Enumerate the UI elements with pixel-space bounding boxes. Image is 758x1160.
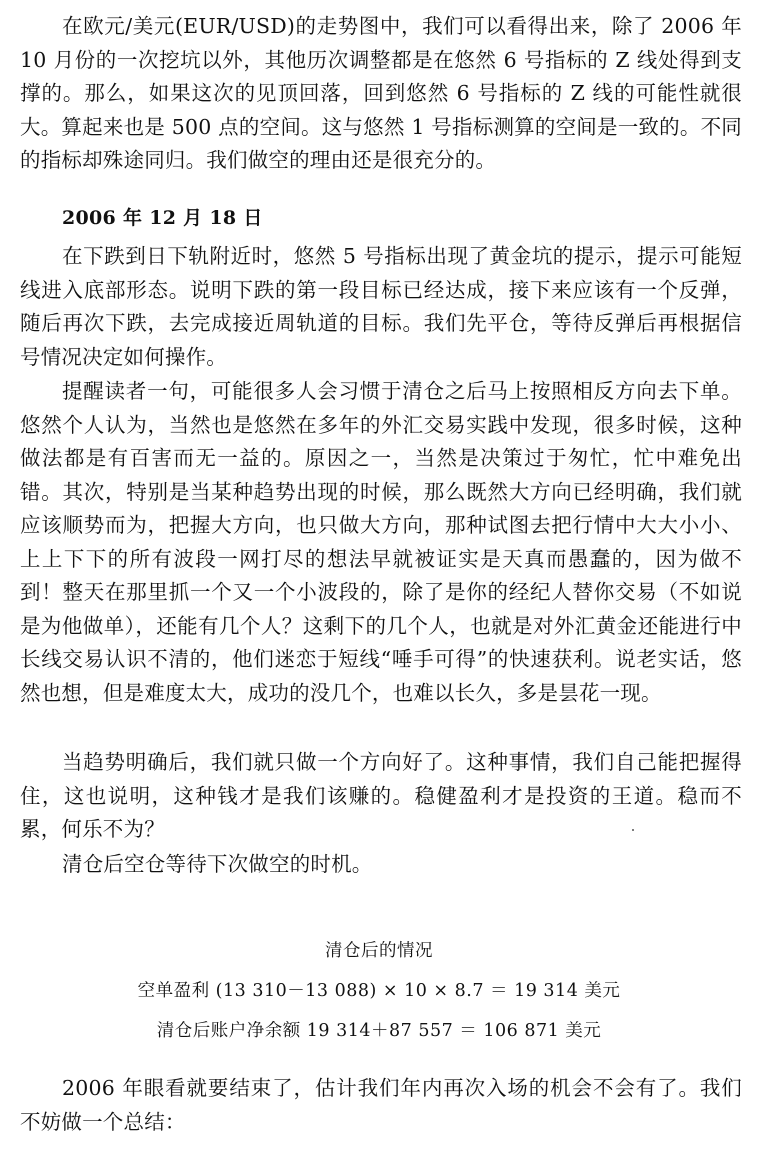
paragraph-close-position: 在下跌到日下轨附近时，悠然 5 号指标出现了黄金坑的提示，提示可能短线进入底部形态。说明下跌的第一段目标已经达成，接下来应该有一个反弹，随后再次下跌，去完成接近周轨道的目标。我们先平仓，等待反弹后再根据信号情况决定如何操作。 <box>20 244 742 369</box>
paragraph-year-end-summary: 2006 年眼看就要结束了，估计我们年内再次入场的机会不会有了。我们不妨做一个总结： <box>20 1076 742 1134</box>
summary-profit-line: 空单盈利 (13 310－13 088) × 10 × 8.7 ＝ 19 314 美元 <box>137 981 621 1001</box>
paragraph-eurusd-analysis: 在欧元/美元(EUR/USD)的走势图中，我们可以看得出来，除了 2006 年 10 月份的一次挖坑以外，其他历次调整都是在悠然 6 号指标的 Z 线处得到支撑的。那么，如果这次的见顶回落，回到悠然 6 号指标的 Z 线的可能性就很大。算起来也是 500 点的空间。这与悠然 1 号指标测算的空间是一致的。不同的指标却殊途同归。我们做空的理由还是很充分的。 <box>20 14 743 172</box>
date-heading: 2006 年 12 月 18 日 <box>62 207 263 229</box>
summary-box-title: 清仓后的情况 <box>325 941 433 961</box>
paragraph-wait-short: 清仓后空仓等待下次做空的时机。 <box>62 852 373 876</box>
paragraph-trend-direction: 当趋势明确后，我们就只做一个方向好了。这种事情，我们自己能把握得住，这也说明，这种钱才是我们该赚的。稳健盈利才是投资的王道。稳而不累，何乐不为？ <box>20 750 742 841</box>
scan-speck <box>632 829 634 831</box>
summary-balance-line: 清仓后账户净余额 19 314＋87 557 ＝ 106 871 美元 <box>156 1021 602 1041</box>
paragraph-reader-reminder: 提醒读者一句，可能很多人会习惯于清仓之后马上按照相反方向去下单。悠然个人认为，当然也是悠然在多年的外汇交易实践中发现，很多时候，这种做法都是有百害而无一益的。原因之一，当然是决策过于匆忙，忙中难免出错。其次，特别是当某种趋势出现的时候，那么既然大方向已经明确，我们就应该顺势而为，把握大方向，也只做大方向，那种试图去把行情中大大小小、上上下下的所有波段一网打尽的想法早就被证实是天真而愚蠢的，因为做不到！整天在那里抓一个又一个小波段的，除了是你的经纪人替你交易（不如说是为他做单），还能有几个人？这剩下的几个人，也就是对外汇黄金还能进行中长线交易认识不清的，他们迷恋于短线“唾手可得”的快速获利。说老实话，悠然也想，但是难度太大，成功的没几个，也难以长久，多是昙花一现。 <box>20 379 742 705</box>
